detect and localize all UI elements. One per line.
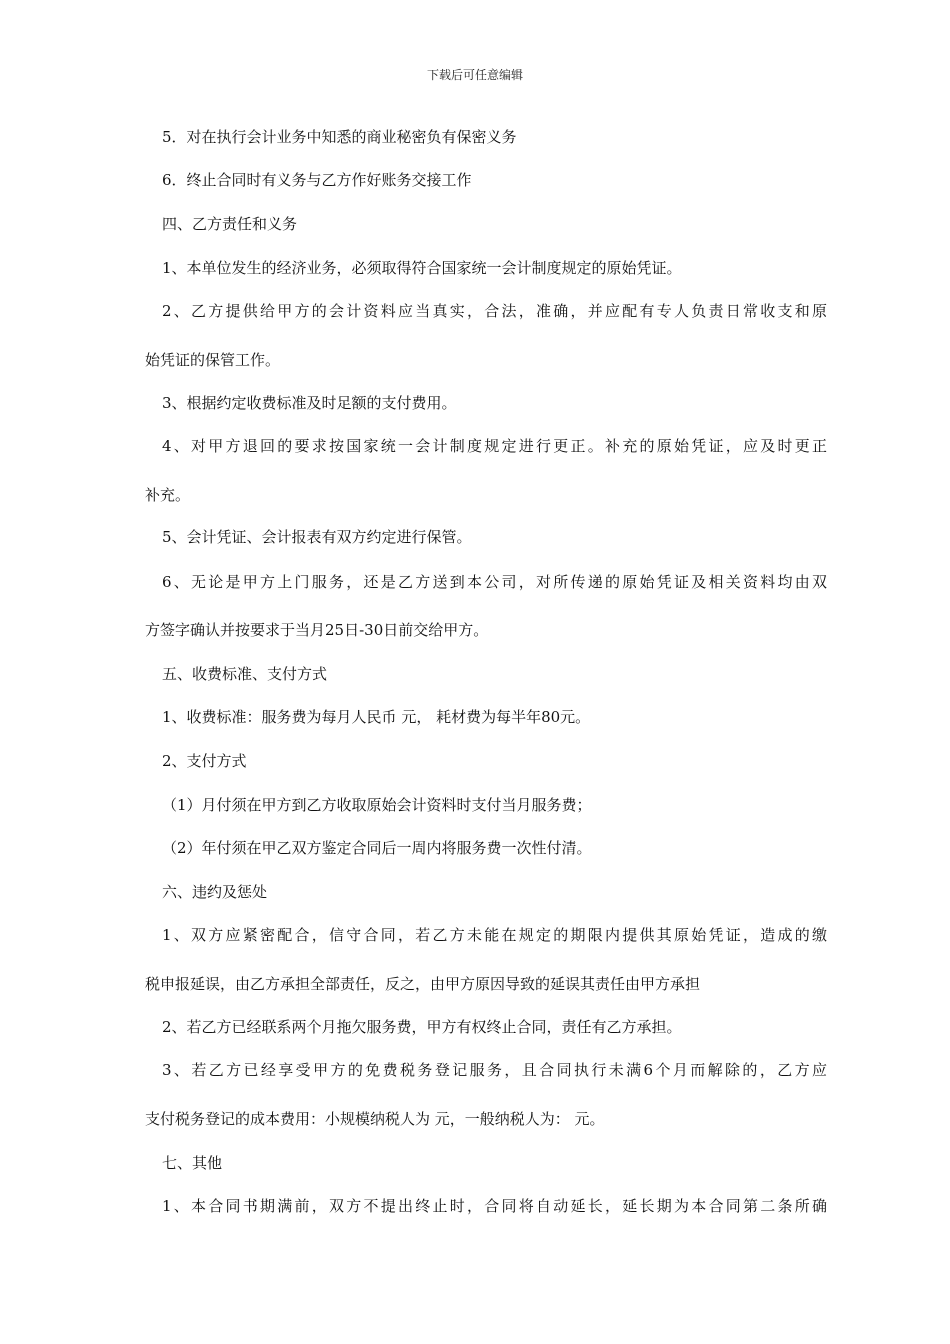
section-4-item-4-cont: 补充。: [145, 486, 191, 504]
section-6-item-2: 2、若乙方已经联系两个月拖欠服务费，甲方有权终止合同，责任有乙方承担。: [162, 1018, 682, 1036]
section-4-item-2: 2、乙方提供给甲方的会计资料应当真实，合法，准确，并应配有专人负责日常收支和原: [162, 302, 827, 320]
section-5-item-2-sub-2: （2）年付须在甲乙双方鉴定合同后一周内将服务费一次性付清。: [162, 839, 592, 857]
section-6-item-1-cont: 税申报延误，由乙方承担全部责任，反之，由甲方原因导致的延误其责任由甲方承担: [145, 975, 701, 993]
section-6-heading: 六、违约及惩处: [162, 883, 268, 901]
section-4-item-5: 5、会计凭证、会计报表有双方约定进行保管。: [162, 528, 472, 546]
section-4-item-6: 6、无论是甲方上门服务，还是乙方送到本公司，对所传递的原始凭证及相关资料均由双: [162, 573, 827, 591]
section-5-item-1: 1、收费标准：服务费为每月人民币 元， 耗材费为每半年80元。: [162, 708, 591, 726]
section-5-item-2-sub-1: （1）月付须在甲方到乙方收取原始会计资料时支付当月服务费；: [162, 796, 592, 814]
section-4-item-1: 1、本单位发生的经济业务，必须取得符合国家统一会计制度规定的原始凭证。: [162, 259, 682, 277]
section-6-item-1: 1、双方应紧密配合，信守合同，若乙方未能在规定的期限内提供其原始凭证，造成的缴: [162, 926, 827, 944]
page-header: 下载后可任意编辑: [426, 68, 523, 82]
section-5-item-2: 2、支付方式: [162, 752, 247, 770]
section-6-item-3: 3、若乙方已经享受甲方的免费税务登记服务，且合同执行未满6个月而解除的，乙方应: [162, 1061, 827, 1079]
section-4-item-2-cont: 始凭证的保管工作。: [145, 351, 281, 369]
section-7-heading: 七、其他: [162, 1154, 223, 1172]
section-4-item-3: 3、根据约定收费标准及时足额的支付费用。: [162, 394, 457, 412]
section-6-item-3-cont: 支付税务登记的成本费用：小规模纳税人为 元，一般纳税人为： 元。: [145, 1110, 605, 1128]
clause-5-confidentiality: 5．对在执行会计业务中知悉的商业秘密负有保密义务: [162, 128, 517, 146]
section-4-heading: 四、乙方责任和义务: [162, 215, 298, 233]
section-5-heading: 五、收费标准、支付方式: [162, 665, 328, 683]
section-7-item-1: 1、本合同书期满前，双方不提出终止时，合同将自动延长，延长期为本合同第二条所确: [162, 1197, 827, 1215]
section-4-item-6-cont: 方签字确认并按要求于当月25日-30日前交给甲方。: [145, 621, 489, 639]
section-4-item-4: 4、对甲方退回的要求按国家统一会计制度规定进行更正。补充的原始凭证，应及时更正: [162, 437, 827, 455]
clause-6-handover: 6．终止合同时有义务与乙方作好账务交接工作: [162, 171, 472, 189]
